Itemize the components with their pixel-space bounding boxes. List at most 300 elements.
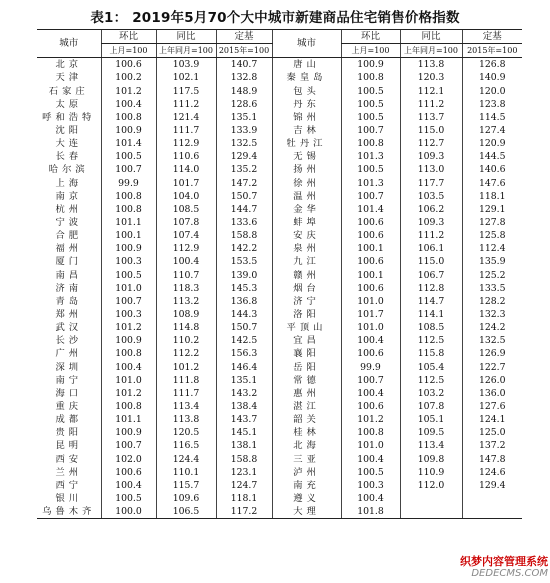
base-right-cell: 135.9 bbox=[462, 255, 522, 268]
city-right-cell: 泉州 bbox=[272, 242, 341, 255]
mom-right-cell: 100.4 bbox=[341, 334, 400, 347]
city-left-cell: 西安 bbox=[55, 453, 83, 465]
table-row bbox=[37, 124, 522, 137]
mom-left-cell: 100.4 bbox=[101, 361, 156, 374]
base-left-cell: 145.1 bbox=[216, 426, 272, 439]
mom-right-cell: 100.7 bbox=[341, 190, 400, 203]
base-right-cell bbox=[462, 505, 522, 519]
table-row bbox=[37, 229, 522, 242]
mom-left-cell: 100.5 bbox=[101, 269, 156, 282]
base-left-cell: 142.2 bbox=[216, 242, 272, 255]
mom-left-cell: 100.5 bbox=[101, 492, 156, 505]
base-left-cell: 138.4 bbox=[216, 400, 272, 413]
table-row bbox=[37, 58, 522, 72]
table-body bbox=[37, 58, 522, 519]
yoy-left-cell: 124.4 bbox=[156, 453, 216, 466]
city-right-cell: 泸州 bbox=[272, 466, 341, 479]
city-right-cell: 岳阳 bbox=[272, 361, 341, 374]
city-right-cell: 丹东 bbox=[272, 98, 341, 111]
yoy-left-cell: 108.5 bbox=[156, 203, 216, 216]
base-right-cell: 125.0 bbox=[462, 426, 522, 439]
base-left-cell: 118.1 bbox=[216, 492, 272, 505]
base-left-cell: 158.8 bbox=[216, 453, 272, 466]
mom-right-cell: 100.7 bbox=[341, 374, 400, 387]
base-right-cell: 127.4 bbox=[462, 124, 522, 137]
yoy-left-cell: 111.7 bbox=[156, 387, 216, 400]
base-left-cell: 139.0 bbox=[216, 269, 272, 282]
watermark-logo bbox=[408, 555, 548, 581]
city-right-cell: 唐山 bbox=[272, 58, 341, 72]
yoy-right-cell: 113.0 bbox=[400, 163, 462, 176]
base-left-cell: 144.7 bbox=[216, 203, 272, 216]
base-right-cell: 144.5 bbox=[462, 150, 522, 163]
yoy-left-cell: 107.8 bbox=[156, 216, 216, 229]
city-left-cell: 哈尔滨 bbox=[48, 164, 89, 176]
city-left-cell: 乌鲁木齐 bbox=[37, 505, 101, 519]
mom-left-cell: 101.2 bbox=[101, 85, 156, 98]
yoy-left-cell: 117.5 bbox=[156, 85, 216, 98]
mom-left-cell: 101.1 bbox=[101, 413, 156, 426]
city-left-cell: 西宁 bbox=[55, 479, 83, 491]
city-right-cell: 襄阳 bbox=[272, 347, 341, 360]
base-right-cell: 126.9 bbox=[462, 347, 522, 360]
mom-header-right: 环比 bbox=[341, 30, 400, 44]
base-left-cell: 150.7 bbox=[216, 190, 272, 203]
city-left-cell: 上海 bbox=[55, 177, 83, 189]
yoy-right-cell: 111.2 bbox=[400, 229, 462, 242]
city-right-cell: 金华 bbox=[272, 203, 341, 216]
yoy-left-cell: 111.2 bbox=[156, 98, 216, 111]
base-left-cell: 136.8 bbox=[216, 295, 272, 308]
table-row bbox=[37, 137, 522, 150]
watermark-line2: DEDECMS.COM bbox=[471, 568, 548, 579]
base-right-cell: 122.7 bbox=[462, 361, 522, 374]
mom-left-cell: 101.1 bbox=[101, 216, 156, 229]
city-left-cell: 呼和浩特 bbox=[42, 111, 96, 123]
city-left-cell: 南京 bbox=[55, 190, 83, 202]
table-row bbox=[37, 242, 522, 255]
yoy-left-cell: 101.7 bbox=[156, 177, 216, 190]
mom-left-cell: 100.3 bbox=[101, 255, 156, 268]
mom-right-cell: 100.7 bbox=[341, 124, 400, 137]
yoy-right-cell: 114.7 bbox=[400, 295, 462, 308]
base-right-cell: 128.2 bbox=[462, 295, 522, 308]
city-right-cell: 温州 bbox=[272, 190, 341, 203]
mom-right-cell: 100.8 bbox=[341, 426, 400, 439]
mom-right-cell: 100.6 bbox=[341, 400, 400, 413]
base-left-cell: 132.8 bbox=[216, 71, 272, 84]
base-right-cell: 129.1 bbox=[462, 203, 522, 216]
city-left-cell: 南宁 bbox=[55, 374, 83, 386]
table-row bbox=[37, 216, 522, 229]
base-right-cell: 124.1 bbox=[462, 413, 522, 426]
base-right-cell: 126.0 bbox=[462, 374, 522, 387]
yoy-right-cell: 113.4 bbox=[400, 439, 462, 452]
base-right-cell: 147.6 bbox=[462, 177, 522, 190]
table-row bbox=[37, 479, 522, 492]
table-row bbox=[37, 439, 522, 452]
city-right-cell: 平顶山 bbox=[272, 321, 341, 334]
city-right-cell: 洛阳 bbox=[272, 308, 341, 321]
mom-left-cell: 100.7 bbox=[101, 295, 156, 308]
yoy-right-cell: 109.3 bbox=[400, 216, 462, 229]
city-right-cell: 牡丹江 bbox=[272, 137, 341, 150]
base-subheader-left: 2015年=100 bbox=[216, 44, 272, 58]
city-header-right: 城市 bbox=[272, 30, 341, 58]
base-left-cell: 133.6 bbox=[216, 216, 272, 229]
mom-left-cell: 101.4 bbox=[101, 137, 156, 150]
mom-right-cell: 100.8 bbox=[341, 137, 400, 150]
base-left-cell: 117.2 bbox=[216, 505, 272, 519]
city-right-cell: 无锡 bbox=[272, 150, 341, 163]
mom-right-cell: 100.1 bbox=[341, 269, 400, 282]
mom-right-cell: 99.9 bbox=[341, 361, 400, 374]
yoy-subheader-right: 上年同月=100 bbox=[400, 44, 462, 58]
city-right-cell: 北海 bbox=[272, 439, 341, 452]
yoy-left-cell: 110.7 bbox=[156, 269, 216, 282]
mom-left-cell: 100.6 bbox=[101, 466, 156, 479]
base-left-cell: 135.1 bbox=[216, 374, 272, 387]
mom-left-cell: 100.4 bbox=[101, 479, 156, 492]
city-right-cell: 三亚 bbox=[272, 453, 341, 466]
yoy-right-cell: 117.7 bbox=[400, 177, 462, 190]
table-row bbox=[37, 361, 522, 374]
yoy-left-cell: 110.1 bbox=[156, 466, 216, 479]
city-right-cell: 吉林 bbox=[272, 124, 341, 137]
base-left-cell: 132.5 bbox=[216, 137, 272, 150]
base-right-cell bbox=[462, 492, 522, 505]
yoy-right-cell: 113.7 bbox=[400, 111, 462, 124]
base-left-cell: 144.3 bbox=[216, 308, 272, 321]
city-left-cell: 贵阳 bbox=[55, 427, 83, 439]
table-row bbox=[37, 295, 522, 308]
mom-left-cell: 100.9 bbox=[101, 334, 156, 347]
yoy-left-cell: 112.9 bbox=[156, 137, 216, 150]
city-right-cell: 烟台 bbox=[272, 282, 341, 295]
mom-left-cell: 100.8 bbox=[101, 190, 156, 203]
yoy-left-cell: 112.2 bbox=[156, 347, 216, 360]
mom-left-cell: 100.4 bbox=[101, 98, 156, 111]
yoy-right-cell bbox=[400, 492, 462, 505]
city-left-cell: 重庆 bbox=[55, 401, 83, 412]
mom-right-cell: 100.9 bbox=[341, 58, 400, 72]
mom-left-cell: 100.8 bbox=[101, 203, 156, 216]
city-right-cell: 湛江 bbox=[272, 400, 341, 413]
yoy-left-cell: 110.6 bbox=[156, 150, 216, 163]
mom-right-cell: 100.5 bbox=[341, 466, 400, 479]
mom-header-left: 环比 bbox=[101, 30, 156, 44]
base-left-cell: 135.1 bbox=[216, 111, 272, 124]
yoy-right-cell: 120.3 bbox=[400, 71, 462, 84]
city-right-cell: 济宁 bbox=[272, 295, 341, 308]
yoy-right-cell: 109.8 bbox=[400, 453, 462, 466]
yoy-left-cell: 102.1 bbox=[156, 71, 216, 84]
table-row bbox=[37, 400, 522, 413]
city-right-cell: 蚌埠 bbox=[272, 216, 341, 229]
yoy-header-left: 同比 bbox=[156, 30, 216, 44]
mom-right-cell: 100.5 bbox=[341, 163, 400, 176]
city-left-cell: 北京 bbox=[55, 59, 83, 71]
yoy-left-cell: 114.8 bbox=[156, 321, 216, 334]
mom-right-cell: 100.6 bbox=[341, 282, 400, 295]
yoy-right-cell: 115.0 bbox=[400, 255, 462, 268]
city-right-cell: 包头 bbox=[272, 85, 341, 98]
table-row bbox=[37, 321, 522, 334]
yoy-header-right: 同比 bbox=[400, 30, 462, 44]
city-right-cell: 徐州 bbox=[272, 177, 341, 190]
table-row bbox=[37, 387, 522, 400]
mom-right-cell: 100.6 bbox=[341, 255, 400, 268]
table-row bbox=[37, 505, 522, 519]
mom-left-cell: 100.9 bbox=[101, 124, 156, 137]
base-right-cell: 118.1 bbox=[462, 190, 522, 203]
table-title: 表1： 2019年5月70个大中城市新建商品住宅销售价格指数 bbox=[90, 10, 460, 26]
yoy-left-cell: 112.9 bbox=[156, 242, 216, 255]
table-row bbox=[37, 334, 522, 347]
city-left-cell: 石家庄 bbox=[48, 85, 89, 97]
mom-right-cell: 100.4 bbox=[341, 453, 400, 466]
yoy-right-cell: 106.2 bbox=[400, 203, 462, 216]
mom-right-cell: 101.2 bbox=[341, 413, 400, 426]
yoy-right-cell: 112.0 bbox=[400, 479, 462, 492]
base-right-cell: 129.4 bbox=[462, 479, 522, 492]
city-right-cell: 遵义 bbox=[272, 492, 341, 505]
table-row bbox=[37, 282, 522, 295]
mom-left-cell: 100.9 bbox=[101, 242, 156, 255]
base-left-cell: 133.9 bbox=[216, 124, 272, 137]
table-row bbox=[37, 150, 522, 163]
base-subheader-right: 2015年=100 bbox=[462, 44, 522, 58]
yoy-right-cell: 105.1 bbox=[400, 413, 462, 426]
base-right-cell: 147.8 bbox=[462, 453, 522, 466]
base-left-cell: 153.5 bbox=[216, 255, 272, 268]
mom-left-cell: 100.8 bbox=[101, 347, 156, 360]
yoy-left-cell: 115.7 bbox=[156, 479, 216, 492]
yoy-left-cell: 110.2 bbox=[156, 334, 216, 347]
base-left-cell: 140.7 bbox=[216, 58, 272, 72]
base-left-cell: 143.7 bbox=[216, 413, 272, 426]
mom-right-cell: 101.0 bbox=[341, 295, 400, 308]
base-right-cell: 136.0 bbox=[462, 387, 522, 400]
yoy-right-cell: 114.1 bbox=[400, 308, 462, 321]
base-right-cell: 123.8 bbox=[462, 98, 522, 111]
yoy-right-cell: 112.1 bbox=[400, 85, 462, 98]
yoy-right-cell: 108.5 bbox=[400, 321, 462, 334]
yoy-right-cell: 110.9 bbox=[400, 466, 462, 479]
yoy-right-cell: 103.5 bbox=[400, 190, 462, 203]
mom-right-cell: 100.5 bbox=[341, 98, 400, 111]
city-right-cell: 安庆 bbox=[272, 229, 341, 242]
yoy-left-cell: 121.4 bbox=[156, 111, 216, 124]
base-left-cell: 158.8 bbox=[216, 229, 272, 242]
city-left-cell: 长春 bbox=[55, 151, 83, 163]
base-left-cell: 123.1 bbox=[216, 466, 272, 479]
base-right-cell: 114.5 bbox=[462, 111, 522, 124]
city-left-cell: 南昌 bbox=[55, 269, 83, 281]
yoy-right-cell: 106.1 bbox=[400, 242, 462, 255]
yoy-left-cell: 107.4 bbox=[156, 229, 216, 242]
base-left-cell: 148.9 bbox=[216, 85, 272, 98]
yoy-right-cell: 107.8 bbox=[400, 400, 462, 413]
city-right-cell: 南充 bbox=[272, 479, 341, 492]
city-right-cell: 九江 bbox=[272, 255, 341, 268]
mom-right-cell: 101.3 bbox=[341, 177, 400, 190]
mom-left-cell: 100.2 bbox=[101, 71, 156, 84]
price-index-table bbox=[37, 29, 522, 519]
city-right-cell: 韶关 bbox=[272, 413, 341, 426]
mom-right-cell: 101.7 bbox=[341, 308, 400, 321]
mom-left-cell: 101.2 bbox=[101, 387, 156, 400]
mom-right-cell: 100.3 bbox=[341, 479, 400, 492]
base-right-cell: 124.6 bbox=[462, 466, 522, 479]
base-right-cell: 124.2 bbox=[462, 321, 522, 334]
mom-left-cell: 101.0 bbox=[101, 282, 156, 295]
yoy-left-cell: 120.5 bbox=[156, 426, 216, 439]
city-left-cell: 深圳 bbox=[55, 361, 83, 373]
table-row bbox=[37, 426, 522, 439]
city-left-cell: 长沙 bbox=[55, 335, 83, 347]
mom-left-cell: 100.7 bbox=[101, 163, 156, 176]
yoy-right-cell: 109.5 bbox=[400, 426, 462, 439]
base-right-cell: 120.9 bbox=[462, 137, 522, 150]
yoy-left-cell: 100.4 bbox=[156, 255, 216, 268]
yoy-right-cell: 105.4 bbox=[400, 361, 462, 374]
mom-right-cell: 100.1 bbox=[341, 242, 400, 255]
city-right-cell: 扬州 bbox=[272, 163, 341, 176]
city-left-cell: 太原 bbox=[55, 98, 83, 110]
base-left-cell: 143.2 bbox=[216, 387, 272, 400]
base-right-cell: 127.8 bbox=[462, 216, 522, 229]
city-left-cell: 银川 bbox=[55, 492, 83, 504]
yoy-right-cell: 112.5 bbox=[400, 334, 462, 347]
mom-right-cell: 100.5 bbox=[341, 111, 400, 124]
yoy-left-cell: 104.0 bbox=[156, 190, 216, 203]
table-row bbox=[37, 98, 522, 111]
city-left-cell: 宁波 bbox=[55, 217, 83, 229]
base-left-cell: 150.7 bbox=[216, 321, 272, 334]
mom-left-cell: 100.8 bbox=[101, 400, 156, 413]
base-header-right: 定基 bbox=[462, 30, 522, 44]
city-left-cell: 沈阳 bbox=[55, 125, 83, 137]
yoy-left-cell: 101.2 bbox=[156, 361, 216, 374]
base-right-cell: 126.8 bbox=[462, 58, 522, 72]
yoy-right-cell: 106.7 bbox=[400, 269, 462, 282]
mom-right-cell: 101.0 bbox=[341, 321, 400, 334]
city-left-cell: 广州 bbox=[55, 348, 83, 360]
base-right-cell: 137.2 bbox=[462, 439, 522, 452]
city-left-cell: 昆明 bbox=[55, 440, 83, 452]
table-row bbox=[37, 111, 522, 124]
mom-right-cell: 101.3 bbox=[341, 150, 400, 163]
yoy-left-cell: 118.3 bbox=[156, 282, 216, 295]
base-left-cell: 128.6 bbox=[216, 98, 272, 111]
base-left-cell: 124.7 bbox=[216, 479, 272, 492]
yoy-right-cell: 112.8 bbox=[400, 282, 462, 295]
yoy-left-cell: 111.7 bbox=[156, 124, 216, 137]
city-right-cell: 桂林 bbox=[272, 426, 341, 439]
base-left-cell: 156.3 bbox=[216, 347, 272, 360]
mom-right-cell: 100.6 bbox=[341, 347, 400, 360]
mom-subheader-left: 上月=100 bbox=[101, 44, 156, 58]
base-left-cell: 145.3 bbox=[216, 282, 272, 295]
base-left-cell: 129.4 bbox=[216, 150, 272, 163]
mom-right-cell: 100.8 bbox=[341, 71, 400, 84]
mom-left-cell: 100.3 bbox=[101, 308, 156, 321]
city-right-cell: 赣州 bbox=[272, 269, 341, 282]
base-right-cell: 120.0 bbox=[462, 85, 522, 98]
city-left-cell: 济南 bbox=[55, 282, 83, 294]
mom-left-cell: 100.9 bbox=[101, 426, 156, 439]
yoy-right-cell: 111.2 bbox=[400, 98, 462, 111]
city-left-cell: 合肥 bbox=[55, 230, 83, 242]
mom-subheader-right: 上月=100 bbox=[341, 44, 400, 58]
mom-right-cell: 100.4 bbox=[341, 492, 400, 505]
yoy-left-cell: 113.8 bbox=[156, 413, 216, 426]
yoy-left-cell: 113.4 bbox=[156, 400, 216, 413]
city-right-cell: 惠州 bbox=[272, 387, 341, 400]
mom-left-cell: 100.1 bbox=[101, 229, 156, 242]
city-right-cell: 大理 bbox=[272, 505, 341, 519]
mom-left-cell: 101.0 bbox=[101, 374, 156, 387]
base-header-left: 定基 bbox=[216, 30, 272, 44]
base-right-cell: 125.2 bbox=[462, 269, 522, 282]
mom-left-cell: 99.9 bbox=[101, 177, 156, 190]
base-right-cell: 112.4 bbox=[462, 242, 522, 255]
base-right-cell: 127.6 bbox=[462, 400, 522, 413]
base-right-cell: 133.5 bbox=[462, 282, 522, 295]
table-row bbox=[37, 492, 522, 505]
mom-left-cell: 100.5 bbox=[101, 150, 156, 163]
table-row bbox=[37, 269, 522, 282]
mom-left-cell: 100.8 bbox=[101, 111, 156, 124]
city-right-cell: 锦州 bbox=[272, 111, 341, 124]
base-right-cell: 132.5 bbox=[462, 334, 522, 347]
city-left-cell: 福州 bbox=[55, 243, 83, 255]
table-row bbox=[37, 163, 522, 176]
yoy-left-cell: 113.2 bbox=[156, 295, 216, 308]
city-header-left: 城市 bbox=[37, 30, 101, 58]
mom-right-cell: 101.8 bbox=[341, 505, 400, 519]
city-left-cell: 青岛 bbox=[55, 295, 83, 307]
base-right-cell: 132.3 bbox=[462, 308, 522, 321]
base-right-cell: 140.6 bbox=[462, 163, 522, 176]
table-row bbox=[37, 308, 522, 321]
yoy-left-cell: 108.9 bbox=[156, 308, 216, 321]
mom-left-cell: 100.6 bbox=[101, 58, 156, 72]
yoy-right-cell: 103.2 bbox=[400, 387, 462, 400]
city-left-cell: 兰州 bbox=[55, 466, 83, 478]
city-right-cell: 秦皇岛 bbox=[272, 71, 341, 84]
city-left-cell: 郑州 bbox=[55, 309, 83, 321]
yoy-left-cell: 114.0 bbox=[156, 163, 216, 176]
yoy-right-cell: 112.5 bbox=[400, 374, 462, 387]
mom-right-cell: 101.0 bbox=[341, 439, 400, 452]
base-left-cell: 142.5 bbox=[216, 334, 272, 347]
table-row bbox=[37, 177, 522, 190]
yoy-right-cell bbox=[400, 505, 462, 519]
base-right-cell: 140.9 bbox=[462, 71, 522, 84]
mom-left-cell: 100.7 bbox=[101, 439, 156, 452]
yoy-right-cell: 115.8 bbox=[400, 347, 462, 360]
table-row bbox=[37, 413, 522, 426]
mom-left-cell: 102.0 bbox=[101, 453, 156, 466]
mom-right-cell: 100.5 bbox=[341, 85, 400, 98]
yoy-left-cell: 111.8 bbox=[156, 374, 216, 387]
base-left-cell: 135.2 bbox=[216, 163, 272, 176]
table-row bbox=[37, 466, 522, 479]
base-left-cell: 147.2 bbox=[216, 177, 272, 190]
city-right-cell: 常德 bbox=[272, 374, 341, 387]
